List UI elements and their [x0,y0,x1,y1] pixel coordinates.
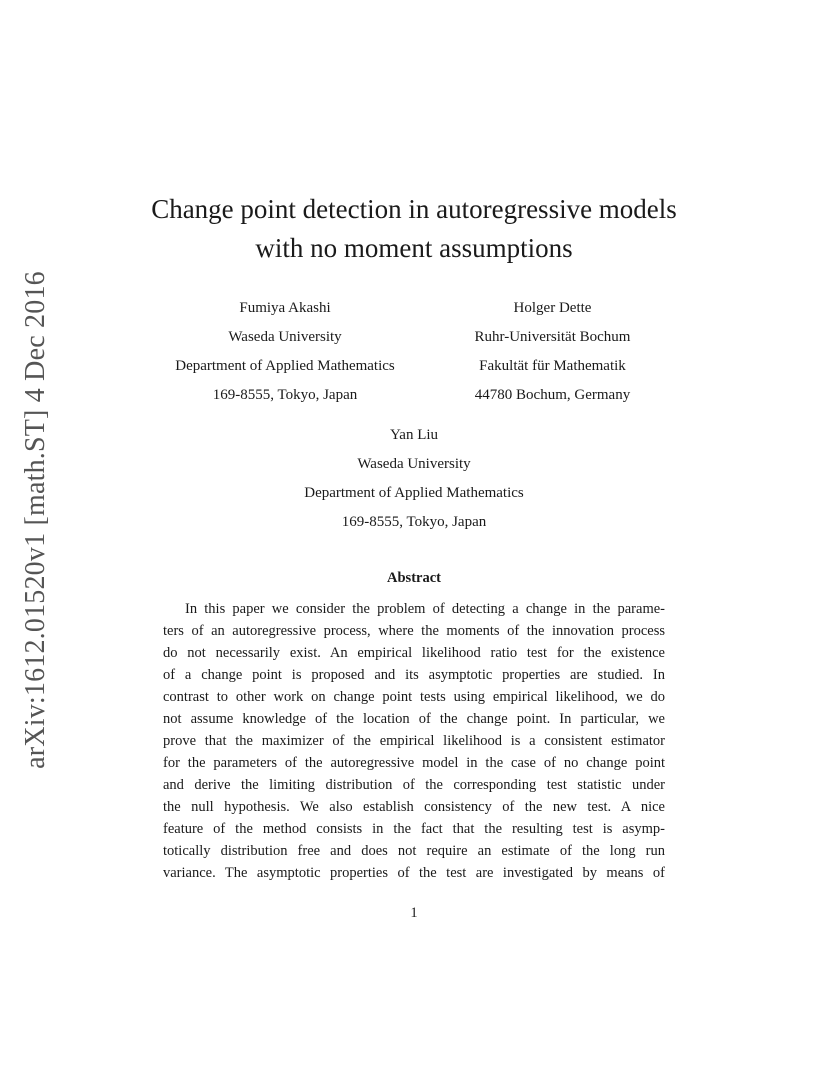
abstract-line: variance. The asymptotic properties of the test are investigated by means of [163,865,665,881]
title-line-2: with no moment assumptions [255,233,573,263]
author-department: Department of Applied Mathematics [175,358,395,374]
author-block-akashi [150,294,420,410]
abstract-body [163,598,665,884]
abstract-line: do not necessarily exist. An empirical likelihood ratio test for the existence [163,645,665,661]
abstract-line: not assume knowledge of the location of the change point. In particular, we [163,711,665,727]
author-block-liu [214,421,614,537]
abstract-line: for the parameters of the autoregressive model in the case of no change point [163,755,665,771]
author-affiliation: Ruhr-Universität Bochum [474,329,631,345]
author-affiliation: Waseda University [228,329,342,345]
author-affiliation: Waseda University [357,456,471,472]
author-name: Holger Dette [513,300,592,316]
abstract-line: ters of an autoregressive process, where the moments of the innovation process [163,623,665,639]
abstract-line: feature of the method consists in the fact that the resulting test is asymp- [163,821,665,837]
abstract-heading: Abstract [387,570,441,586]
author-address: 169-8555, Tokyo, Japan [341,514,487,530]
author-department: Department of Applied Mathematics [304,485,524,501]
paper-title [80,190,748,268]
abstract-line: of a change point is proposed and its asymptotic properties are studied. In [163,667,665,683]
arxiv-identifier-stamp: arXiv:1612.01520v1 [math.ST] 4 Dec 2016 [20,271,51,769]
page-number: 1 [410,905,418,921]
abstract-line: prove that the maximizer of the empirical likelihood is a consistent estimator [163,733,665,749]
abstract-line: the null hypothesis. We also establish consistency of the new test. A nice [163,799,665,815]
author-address: 169-8555, Tokyo, Japan [212,387,358,403]
abstract-line: contrast to other work on change point tests using empirical likelihood, we do [163,689,665,705]
abstract-line: and derive the limiting distribution of the corresponding test statistic under [163,777,665,793]
author-name: Fumiya Akashi [239,300,331,316]
abstract-line: In this paper we consider the problem of detecting a change in the parame- [185,601,665,617]
author-block-dette [430,294,675,410]
author-name: Yan Liu [389,427,439,443]
abstract-line: totically distribution free and does not require an estimate of the long run [163,843,665,859]
title-line-1: Change point detection in autoregressive models [151,194,677,224]
author-address: 44780 Bochum, Germany [474,387,631,403]
author-department: Fakultät für Mathematik [479,358,626,374]
